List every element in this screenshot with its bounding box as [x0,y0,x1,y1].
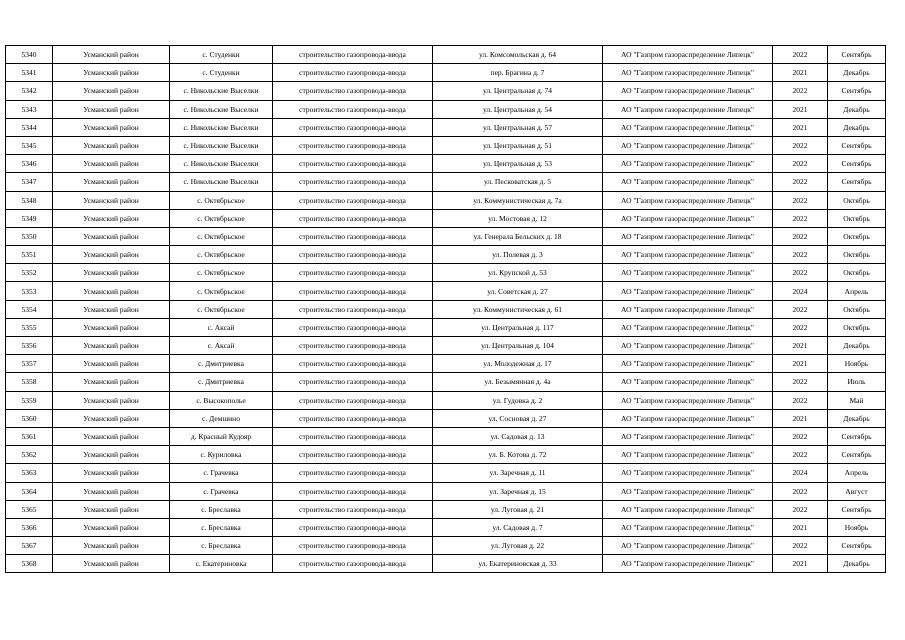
table-row [6,318,886,336]
year-cell: 2022 [773,136,828,154]
work-type-cell: строительство газопровода-ввода [273,409,433,427]
table-row [6,391,886,409]
district-cell: Усманский район [53,100,170,118]
district-cell: Усманский район [53,427,170,445]
year-cell: 2022 [773,264,828,282]
address-cell: ул. Мостовая д. 12 [433,209,603,227]
row-number-cell: 5345 [6,136,53,154]
address-cell: ул. Садовая д. 7 [433,518,603,536]
settlement-cell: с. Никольские Выселки [170,100,273,118]
settlement-cell: с. Октябрьское [170,246,273,264]
row-number-cell: 5341 [6,64,53,82]
address-cell: ул. Сосновая д. 27 [433,409,603,427]
row-number-cell: 5344 [6,118,53,136]
settlement-cell: с. Бреславка [170,537,273,555]
district-cell: Усманский район [53,555,170,573]
table-row [6,482,886,500]
work-type-cell: строительство газопровода-ввода [273,100,433,118]
work-type-cell: строительство газопровода-ввода [273,282,433,300]
work-type-cell: строительство газопровода-ввода [273,136,433,154]
table-row [6,246,886,264]
settlement-cell: с. Куриловка [170,446,273,464]
year-cell: 2022 [773,391,828,409]
table-row [6,82,886,100]
row-number-cell: 5351 [6,246,53,264]
address-cell: ул. Екатериновская д. 33 [433,555,603,573]
year-cell: 2022 [773,427,828,445]
settlement-cell: с. Никольские Выселки [170,136,273,154]
table-row [6,537,886,555]
settlement-cell: с. Дмитриевка [170,355,273,373]
year-cell: 2022 [773,246,828,264]
year-cell: 2021 [773,100,828,118]
year-cell: 2022 [773,46,828,64]
district-cell: Усманский район [53,373,170,391]
address-cell: ул. Центральная д. 74 [433,82,603,100]
month-cell: Сентябрь [828,500,886,518]
row-number-cell: 5342 [6,82,53,100]
month-cell: Октябрь [828,246,886,264]
table-row [6,555,886,573]
work-type-cell: строительство газопровода-ввода [273,318,433,336]
organization-cell: АО "Газпром газораспределение Липецк" [603,355,773,373]
organization-cell: АО "Газпром газораспределение Липецк" [603,409,773,427]
address-cell: ул. Центральная д. 53 [433,155,603,173]
district-cell: Усманский район [53,355,170,373]
row-number-cell: 5359 [6,391,53,409]
year-cell: 2022 [773,173,828,191]
district-cell: Усманский район [53,464,170,482]
row-number-cell: 5354 [6,300,53,318]
row-number-cell: 5348 [6,191,53,209]
year-cell: 2024 [773,282,828,300]
month-cell: Декабрь [828,118,886,136]
address-cell: ул. Гудовка д. 2 [433,391,603,409]
settlement-cell: с. Екатериновка [170,555,273,573]
settlement-cell: с. Бреславка [170,500,273,518]
month-cell: Сентябрь [828,46,886,64]
district-cell: Усманский район [53,82,170,100]
table-row [6,446,886,464]
work-type-cell: строительство газопровода-ввода [273,373,433,391]
organization-cell: АО "Газпром газораспределение Липецк" [603,391,773,409]
month-cell: Декабрь [828,555,886,573]
address-cell: ул. Песковатская д. 5 [433,173,603,191]
organization-cell: АО "Газпром газораспределение Липецк" [603,373,773,391]
organization-cell: АО "Газпром газораспределение Липецк" [603,446,773,464]
address-cell: ул. Молодежная д. 17 [433,355,603,373]
row-number-cell: 5357 [6,355,53,373]
settlement-cell: с. Демшино [170,409,273,427]
address-cell: ул. Луговая д. 21 [433,500,603,518]
table-row [6,227,886,245]
district-cell: Усманский район [53,46,170,64]
address-cell: ул. Заречная д. 15 [433,482,603,500]
year-cell: 2021 [773,555,828,573]
table-row [6,282,886,300]
work-type-cell: строительство газопровода-ввода [273,209,433,227]
organization-cell: АО "Газпром газораспределение Липецк" [603,264,773,282]
address-cell: ул. Коммунистическая д. 7а [433,191,603,209]
address-cell: ул. Генерала Бельских д. 18 [433,227,603,245]
row-number-cell: 5352 [6,264,53,282]
table-body [6,46,886,573]
table-row [6,136,886,154]
row-number-cell: 5353 [6,282,53,300]
year-cell: 2022 [773,191,828,209]
month-cell: Декабрь [828,64,886,82]
year-cell: 2024 [773,464,828,482]
month-cell: Август [828,482,886,500]
row-number-cell: 5347 [6,173,53,191]
address-cell: ул. Б. Котова д. 72 [433,446,603,464]
month-cell: Сентябрь [828,173,886,191]
year-cell: 2022 [773,227,828,245]
month-cell: Декабрь [828,337,886,355]
settlement-cell: с. Октябрьское [170,300,273,318]
year-cell: 2021 [773,64,828,82]
organization-cell: АО "Газпром газораспределение Липецк" [603,500,773,518]
settlement-cell: с. Грачевка [170,482,273,500]
organization-cell: АО "Газпром газораспределение Липецк" [603,46,773,64]
table-row [6,373,886,391]
organization-cell: АО "Газпром газораспределение Липецк" [603,518,773,536]
district-cell: Усманский район [53,391,170,409]
district-cell: Усманский район [53,136,170,154]
address-cell: ул. Центральная д. 57 [433,118,603,136]
table-row [6,155,886,173]
organization-cell: АО "Газпром газораспределение Липецк" [603,300,773,318]
work-type-cell: строительство газопровода-ввода [273,355,433,373]
work-type-cell: строительство газопровода-ввода [273,555,433,573]
month-cell: Сентябрь [828,427,886,445]
address-cell: ул. Полевая д. 3 [433,246,603,264]
work-type-cell: строительство газопровода-ввода [273,337,433,355]
work-type-cell: строительство газопровода-ввода [273,464,433,482]
district-cell: Усманский район [53,264,170,282]
district-cell: Усманский район [53,518,170,536]
year-cell: 2021 [773,409,828,427]
district-cell: Усманский район [53,318,170,336]
month-cell: Декабрь [828,409,886,427]
organization-cell: АО "Газпром газораспределение Липецк" [603,100,773,118]
work-type-cell: строительство газопровода-ввода [273,118,433,136]
settlement-cell: с. Студенки [170,46,273,64]
work-type-cell: строительство газопровода-ввода [273,46,433,64]
settlement-cell: с. Октябрьское [170,209,273,227]
district-cell: Усманский район [53,173,170,191]
table-row [6,46,886,64]
table-row [6,427,886,445]
table-row [6,264,886,282]
work-type-cell: строительство газопровода-ввода [273,264,433,282]
month-cell: Октябрь [828,300,886,318]
work-type-cell: строительство газопровода-ввода [273,391,433,409]
organization-cell: АО "Газпром газораспределение Липецк" [603,537,773,555]
table-row [6,409,886,427]
address-cell: ул. Коммунистическая д. 61 [433,300,603,318]
table-row [6,464,886,482]
organization-cell: АО "Газпром газораспределение Липецк" [603,136,773,154]
work-type-cell: строительство газопровода-ввода [273,155,433,173]
settlement-cell: с. Дмитриевка [170,373,273,391]
organization-cell: АО "Газпром газораспределение Липецк" [603,318,773,336]
work-type-cell: строительство газопровода-ввода [273,64,433,82]
district-cell: Усманский район [53,155,170,173]
table-row [6,100,886,118]
row-number-cell: 5368 [6,555,53,573]
work-type-cell: строительство газопровода-ввода [273,173,433,191]
row-number-cell: 5346 [6,155,53,173]
month-cell: Ноябрь [828,355,886,373]
year-cell: 2022 [773,373,828,391]
work-type-cell: строительство газопровода-ввода [273,300,433,318]
settlement-cell: с. Высокополье [170,391,273,409]
organization-cell: АО "Газпром газораспределение Липецк" [603,555,773,573]
address-cell: пер. Брагина д. 7 [433,64,603,82]
work-type-cell: строительство газопровода-ввода [273,446,433,464]
row-number-cell: 5363 [6,464,53,482]
address-cell: ул. Луговая д. 22 [433,537,603,555]
year-cell: 2022 [773,300,828,318]
row-number-cell: 5360 [6,409,53,427]
organization-cell: АО "Газпром газораспределение Липецк" [603,227,773,245]
work-type-cell: строительство газопровода-ввода [273,518,433,536]
organization-cell: АО "Газпром газораспределение Липецк" [603,246,773,264]
district-cell: Усманский район [53,246,170,264]
organization-cell: АО "Газпром газораспределение Липецк" [603,64,773,82]
organization-cell: АО "Газпром газораспределение Липецк" [603,337,773,355]
address-cell: ул. Крупской д. 53 [433,264,603,282]
district-cell: Усманский район [53,537,170,555]
organization-cell: АО "Газпром газораспределение Липецк" [603,282,773,300]
settlement-cell: с. Аксай [170,318,273,336]
month-cell: Апрель [828,464,886,482]
work-type-cell: строительство газопровода-ввода [273,227,433,245]
district-cell: Усманский район [53,118,170,136]
address-cell: ул. Центральная д. 51 [433,136,603,154]
year-cell: 2021 [773,118,828,136]
month-cell: Май [828,391,886,409]
organization-cell: АО "Газпром газораспределение Липецк" [603,209,773,227]
settlement-cell: с. Аксай [170,337,273,355]
settlement-cell: с. Студенки [170,64,273,82]
year-cell: 2021 [773,355,828,373]
month-cell: Июль [828,373,886,391]
row-number-cell: 5358 [6,373,53,391]
row-number-cell: 5340 [6,46,53,64]
settlement-cell: с. Октябрьское [170,191,273,209]
settlement-cell: с. Никольские Выселки [170,82,273,100]
row-number-cell: 5343 [6,100,53,118]
year-cell: 2021 [773,518,828,536]
row-number-cell: 5350 [6,227,53,245]
month-cell: Апрель [828,282,886,300]
address-cell: ул. Центральная д. 117 [433,318,603,336]
organization-cell: АО "Газпром газораспределение Липецк" [603,118,773,136]
table-row [6,209,886,227]
settlement-cell: с. Никольские Выселки [170,155,273,173]
settlement-cell: с. Октябрьское [170,264,273,282]
work-type-cell: строительство газопровода-ввода [273,482,433,500]
month-cell: Сентябрь [828,446,886,464]
address-cell: ул. Безымянная д. 4а [433,373,603,391]
table-row [6,118,886,136]
district-cell: Усманский район [53,64,170,82]
district-cell: Усманский район [53,446,170,464]
settlement-cell: с. Бреславка [170,518,273,536]
table-row [6,355,886,373]
table-row [6,518,886,536]
month-cell: Октябрь [828,318,886,336]
settlement-cell: д. Красный Кудояр [170,427,273,445]
row-number-cell: 5349 [6,209,53,227]
table-row [6,173,886,191]
address-cell: ул. Заречная д. 11 [433,464,603,482]
month-cell: Октябрь [828,227,886,245]
address-cell: ул. Советская д. 27 [433,282,603,300]
year-cell: 2022 [773,318,828,336]
table-row [6,64,886,82]
organization-cell: АО "Газпром газораспределение Липецк" [603,464,773,482]
organization-cell: АО "Газпром газораспределение Липецк" [603,482,773,500]
settlement-cell: с. Октябрьское [170,227,273,245]
table-row [6,337,886,355]
address-cell: ул. Центральная д. 104 [433,337,603,355]
month-cell: Сентябрь [828,136,886,154]
row-number-cell: 5367 [6,537,53,555]
work-type-cell: строительство газопровода-ввода [273,500,433,518]
address-cell: ул. Садовая д. 13 [433,427,603,445]
year-cell: 2022 [773,500,828,518]
organization-cell: АО "Газпром газораспределение Липецк" [603,191,773,209]
organization-cell: АО "Газпром газораспределение Липецк" [603,173,773,191]
work-type-cell: строительство газопровода-ввода [273,246,433,264]
district-cell: Усманский район [53,191,170,209]
district-cell: Усманский район [53,227,170,245]
year-cell: 2021 [773,337,828,355]
gasification-table [5,45,886,573]
settlement-cell: с. Никольские Выселки [170,173,273,191]
organization-cell: АО "Газпром газораспределение Липецк" [603,82,773,100]
district-cell: Усманский район [53,209,170,227]
year-cell: 2022 [773,155,828,173]
work-type-cell: строительство газопровода-ввода [273,427,433,445]
year-cell: 2022 [773,482,828,500]
row-number-cell: 5362 [6,446,53,464]
work-type-cell: строительство газопровода-ввода [273,191,433,209]
month-cell: Декабрь [828,100,886,118]
row-number-cell: 5366 [6,518,53,536]
row-number-cell: 5364 [6,482,53,500]
month-cell: Октябрь [828,209,886,227]
month-cell: Октябрь [828,264,886,282]
work-type-cell: строительство газопровода-ввода [273,82,433,100]
table-row [6,191,886,209]
month-cell: Сентябрь [828,155,886,173]
row-number-cell: 5365 [6,500,53,518]
district-cell: Усманский район [53,337,170,355]
address-cell: ул. Центральная д. 54 [433,100,603,118]
settlement-cell: с. Октябрьское [170,282,273,300]
month-cell: Ноябрь [828,518,886,536]
row-number-cell: 5355 [6,318,53,336]
organization-cell: АО "Газпром газораспределение Липецк" [603,427,773,445]
row-number-cell: 5361 [6,427,53,445]
district-cell: Усманский район [53,482,170,500]
organization-cell: АО "Газпром газораспределение Липецк" [603,155,773,173]
row-number-cell: 5356 [6,337,53,355]
month-cell: Октябрь [828,191,886,209]
year-cell: 2022 [773,209,828,227]
work-type-cell: строительство газопровода-ввода [273,537,433,555]
table-row [6,500,886,518]
year-cell: 2022 [773,446,828,464]
settlement-cell: с. Никольские Выселки [170,118,273,136]
district-cell: Усманский район [53,282,170,300]
table-row [6,300,886,318]
address-cell: ул. Комсомольская д. 64 [433,46,603,64]
settlement-cell: с. Грачевка [170,464,273,482]
district-cell: Усманский район [53,300,170,318]
year-cell: 2022 [773,82,828,100]
month-cell: Сентябрь [828,537,886,555]
district-cell: Усманский район [53,409,170,427]
year-cell: 2022 [773,537,828,555]
month-cell: Сентябрь [828,82,886,100]
district-cell: Усманский район [53,500,170,518]
